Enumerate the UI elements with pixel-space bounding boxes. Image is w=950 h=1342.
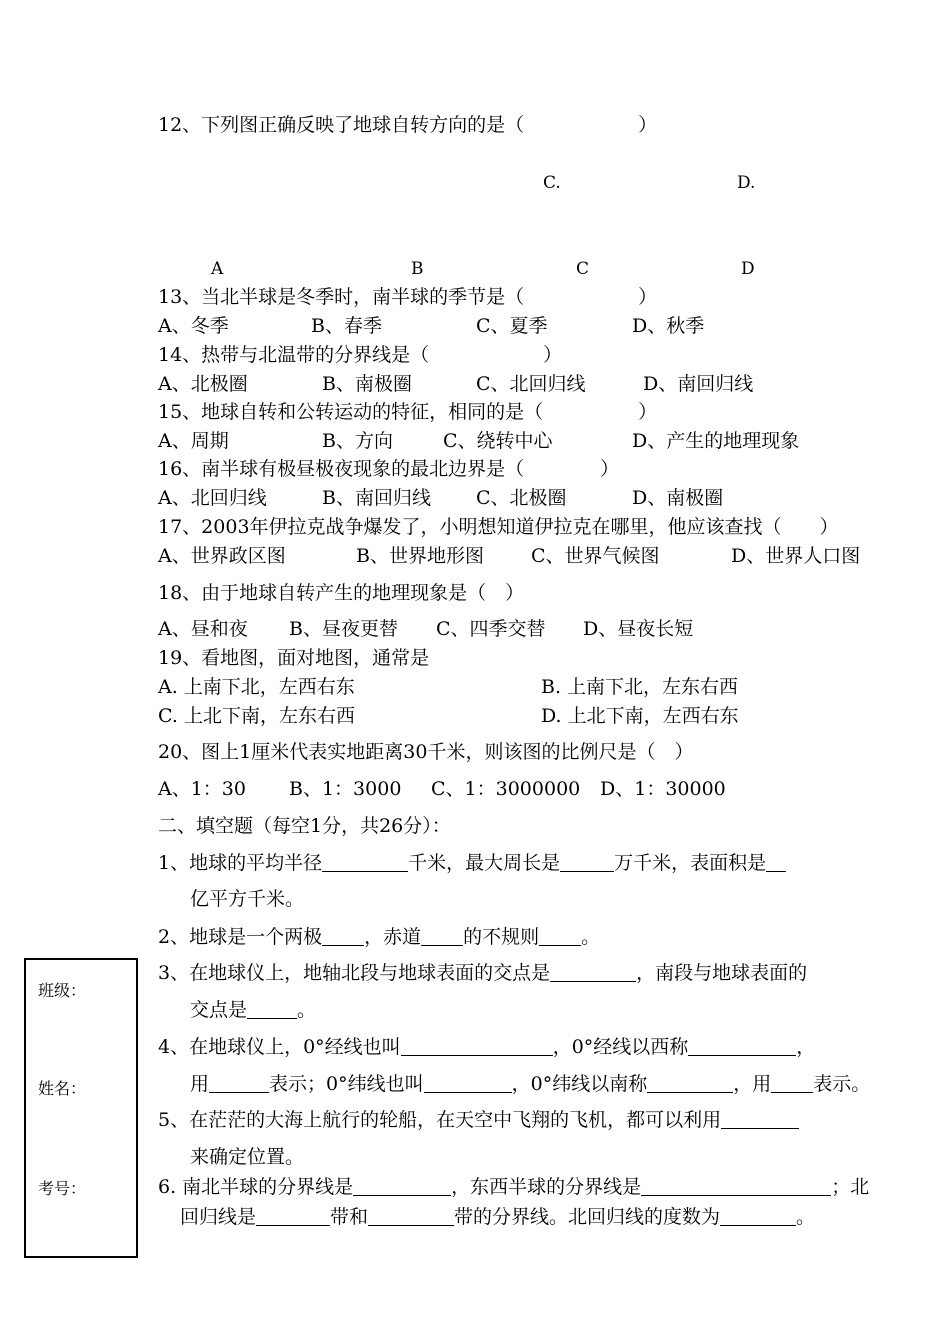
fill-1-blank-1[interactable] [322,851,408,872]
q13-option-a: A、冬季 [158,315,229,337]
q12-figure-label-d: D. [737,173,756,193]
q15-option-d: D、产生的地理现象 [632,430,800,452]
fill-2-blank-2[interactable] [421,925,463,946]
fill-6-blank-1[interactable] [353,1175,451,1196]
fill-2-part-b: ，赤道 [364,926,422,948]
q14-text: 14、热带与北温带的分界线是（ ） [158,344,563,366]
q12-text: 12、下列图正确反映了地球自转方向的是（ ） [158,114,658,136]
fill-4-blank-5[interactable] [647,1072,733,1093]
fill-3-part-a: 3、在地球仪上，地轴北段与地球表面的交点是 [158,962,551,984]
fill-6-line2 [180,1204,815,1230]
fill-1-blank-3[interactable] [766,851,786,872]
fill-4-line2-part-e: 表示。 [813,1073,871,1095]
fill-6-blank-3[interactable] [256,1205,330,1226]
q20-option-d: D、1：30000 [600,778,726,800]
q13-option-d: D、秋季 [632,315,705,337]
q18-option-b: B、昼夜更替 [289,618,398,640]
name-label: 姓名： [38,1079,87,1098]
fill-4-part-b: ，0°经线以西称 [552,1036,689,1058]
q16-option-b: B、南回归线 [322,487,431,509]
fill-2-blank-3[interactable] [539,925,581,946]
fill-1-blank-2[interactable] [560,851,614,872]
fill-5 [158,1107,799,1133]
q20-option-c: C、1：3000000 [431,778,581,800]
fill-4-line2 [190,1071,870,1097]
q19-option-a: A. 上南下北，左西右东 [158,676,355,698]
q17-option-b: B、世界地形图 [356,545,484,567]
fill-1-part-b: 千米，最大周长是 [408,852,561,874]
fill-1-part-c: 万千米，表面积是 [614,852,767,874]
q14-option-b: B、南极圈 [322,373,412,395]
q20-option-a: A、1：30 [158,778,246,800]
fill-3-line2-part-a: 交点是 [190,999,248,1021]
fill-5-line2: 来确定位置。 [190,1146,305,1168]
q16-option-d: D、南极圈 [632,487,724,509]
fill-6-part-b: ，东西半球的分界线是 [451,1176,642,1198]
fill-6 [158,1174,869,1200]
fill-2-blank-1[interactable] [322,925,364,946]
q13-text: 13、当北半球是冬季时，南半球的季节是（ ） [158,286,658,308]
q12-option-b: B [411,259,424,279]
fill-2 [158,924,600,950]
fill-3 [158,960,807,986]
q16-option-a: A、北回归线 [158,487,267,509]
q19-text: 19、看地图，面对地图，通常是 [158,647,430,669]
fill-2-part-c: 的不规则 [463,926,540,948]
fill-4-line2-part-b: 表示；0°纬线也叫 [269,1073,424,1095]
fill-3-line2 [190,997,316,1023]
fill-1-line2: 亿平方千米。 [190,888,305,910]
fill-6-blank-4[interactable] [368,1205,454,1226]
fill-1 [158,850,786,876]
q13-option-c: C、夏季 [476,315,548,337]
q15-text: 15、地球自转和公转运动的特征，相同的是（ ） [158,401,658,423]
fill-5-part-a: 5、在茫茫的大海上航行的轮船，在天空中飞翔的飞机，都可以利用 [158,1109,722,1131]
q18-option-a: A、昼和夜 [158,618,248,640]
fill-6-line2-part-d: 。 [796,1206,816,1228]
fill-2-part-a: 2、地球是一个两极 [158,926,323,948]
fill-4-blank-6[interactable] [771,1072,813,1093]
q17-option-d: D、世界人口图 [731,545,861,567]
q19-option-b: B. 上南下北，左东右西 [541,676,739,698]
q15-option-b: B、方向 [322,430,393,452]
fill-6-part-c: ；北 [831,1176,870,1198]
fill-2-part-d: 。 [581,926,601,948]
section2-title: 二、填空题（每空1分，共26分）： [158,815,451,837]
q20-text: 20、图上1厘米代表实地距离30千米，则该图的比例尺是（ ） [158,741,694,763]
exam-number-label: 考号： [38,1179,87,1198]
q16-option-c: C、北极圈 [476,487,567,509]
fill-4-line2-part-d: ，用 [733,1073,772,1095]
student-info-box [24,958,138,1258]
fill-5-blank-1[interactable] [721,1108,799,1129]
fill-6-line2-part-b: 带和 [330,1206,369,1228]
q15-option-c: C、绕转中心 [443,430,553,452]
fill-3-blank-2[interactable] [247,998,297,1019]
q19-option-d: D. 上北下南，左西右东 [541,705,739,727]
q13-option-b: B、春季 [311,315,382,337]
q19-option-c: C. 上北下南，左东右西 [158,705,355,727]
fill-4-blank-4[interactable] [424,1072,512,1093]
fill-4-line2-part-c: ，0°纬线以南称 [511,1073,648,1095]
q12-option-d: D [741,259,755,279]
class-label: 班级： [38,981,87,1000]
q14-option-a: A、北极圈 [158,373,248,395]
q12-option-a: A [211,259,224,279]
q12-figure-label-c: C. [543,173,561,193]
fill-4 [158,1034,815,1060]
fill-6-line2-part-c: 带的分界线。北回归线的度数为 [454,1206,721,1228]
fill-4-blank-2[interactable] [688,1035,796,1056]
q14-option-c: C、北回归线 [476,373,586,395]
fill-6-line2-part-a: 回归线是 [180,1206,257,1228]
q16-text: 16、南半球有极昼极夜现象的最北边界是（ ） [158,458,620,480]
fill-4-blank-3[interactable] [209,1072,269,1093]
q14-option-d: D、南回归线 [643,373,754,395]
fill-3-line2-part-b: 。 [297,999,317,1021]
q17-option-a: A、世界政区图 [158,545,286,567]
fill-6-part-a: 6. 南北半球的分界线是 [158,1176,354,1198]
fill-1-part-a: 1、地球的平均半径 [158,852,323,874]
q15-option-a: A、周期 [158,430,229,452]
fill-6-blank-5[interactable] [720,1205,796,1226]
q12-option-c: C [576,259,590,279]
fill-4-blank-1[interactable] [401,1035,553,1056]
q18-option-d: D、昼夜长短 [583,618,694,640]
fill-3-part-b: ，南段与地球表面的 [636,962,808,984]
fill-4-line2-part-a: 用 [190,1073,210,1095]
fill-4-part-c: ， [796,1036,816,1058]
fill-3-blank-1[interactable] [550,961,636,982]
fill-4-part-a: 4、在地球仪上，0°经线也叫 [158,1036,401,1058]
q17-option-c: C、世界气候图 [531,545,660,567]
q18-option-c: C、四季交替 [436,618,546,640]
fill-6-blank-2[interactable] [641,1175,831,1196]
q20-option-b: B、1：3000 [289,778,402,800]
q17-text: 17、2003年伊拉克战争爆发了，小明想知道伊拉克在哪里，他应该查找（ ） [158,516,839,538]
q18-text: 18、由于地球自转产生的地理现象是（ ） [158,582,525,604]
